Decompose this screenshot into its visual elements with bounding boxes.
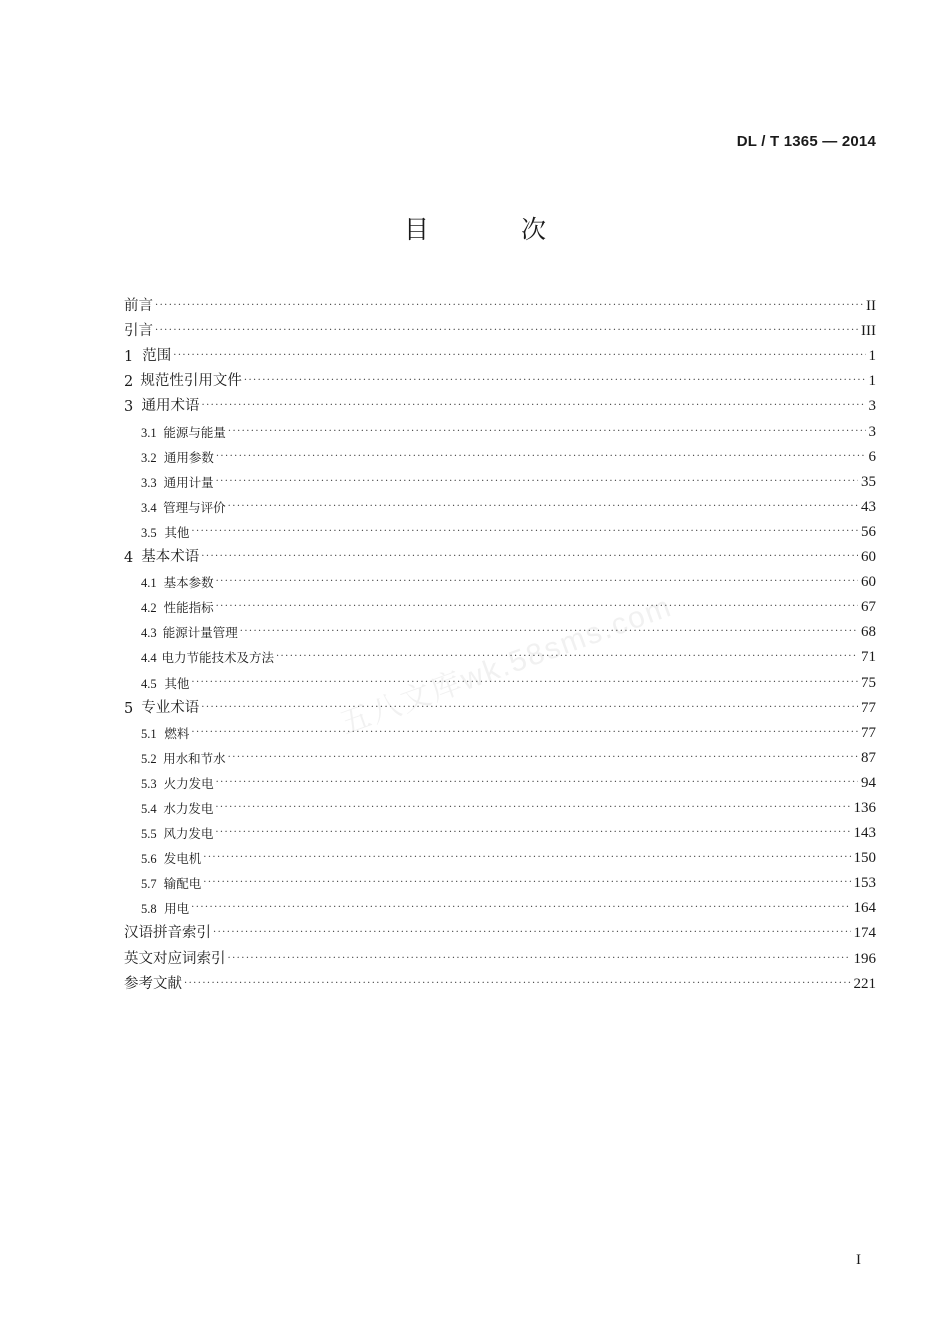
toc-entry-page: 150 bbox=[853, 850, 876, 867]
toc-entry-label: 其他 bbox=[164, 524, 190, 540]
toc-leader-dots bbox=[228, 954, 851, 964]
table-of-contents bbox=[124, 290, 876, 993]
toc-entry-number: 4.4 bbox=[141, 651, 157, 666]
toc-entry-label: 风力发电 bbox=[163, 826, 214, 842]
toc-entry-number: 3 bbox=[124, 399, 134, 416]
toc-entry-label: 通用计量 bbox=[163, 474, 214, 490]
toc-entry[interactable] bbox=[124, 616, 876, 641]
toc-entry-number: 4.2 bbox=[141, 601, 157, 616]
toc-entry[interactable] bbox=[124, 867, 876, 892]
toc-entry-label: 引言 bbox=[124, 323, 153, 340]
toc-entry-label: 通用参数 bbox=[163, 449, 214, 465]
toc-entry[interactable] bbox=[124, 641, 876, 666]
toc-entry[interactable] bbox=[124, 742, 876, 767]
toc-entry[interactable] bbox=[124, 415, 876, 440]
toc-leader-dots bbox=[203, 878, 850, 888]
toc-entry[interactable] bbox=[124, 541, 876, 566]
toc-entry[interactable] bbox=[124, 340, 876, 365]
toc-entry[interactable] bbox=[124, 968, 876, 993]
toc-entry-page: III bbox=[861, 323, 876, 340]
toc-entry-number: 3.5 bbox=[141, 525, 157, 540]
toc-leader-dots bbox=[228, 502, 858, 512]
toc-entry-page: 71 bbox=[861, 649, 876, 666]
toc-leader-dots bbox=[216, 577, 858, 587]
toc-entry-page: 153 bbox=[853, 875, 876, 892]
toc-entry-number: 5.3 bbox=[141, 776, 157, 791]
toc-leader-dots bbox=[216, 477, 858, 487]
toc-entry-number: 5.6 bbox=[141, 852, 157, 867]
toc-entry-number: 3.2 bbox=[141, 450, 157, 465]
toc-leader-dots bbox=[240, 627, 858, 637]
toc-leader-dots bbox=[173, 351, 865, 361]
toc-entry-page: 1 bbox=[868, 373, 876, 390]
toc-entry[interactable] bbox=[124, 892, 876, 917]
toc-leader-dots bbox=[215, 803, 850, 813]
toc-leader-dots bbox=[201, 552, 858, 562]
toc-entry-number: 2 bbox=[124, 374, 134, 391]
footer-page-number: I bbox=[856, 1252, 861, 1268]
toc-entry-label: 基本参数 bbox=[163, 575, 214, 591]
toc-entry-page: 94 bbox=[861, 774, 876, 791]
toc-entry[interactable] bbox=[124, 817, 876, 842]
toc-entry-number: 1 bbox=[124, 349, 134, 366]
toc-leader-dots bbox=[213, 928, 851, 938]
toc-entry-number: 5.2 bbox=[141, 751, 157, 766]
toc-entry[interactable] bbox=[124, 390, 876, 415]
toc-entry-page: 143 bbox=[853, 825, 876, 842]
toc-entry[interactable] bbox=[124, 566, 876, 591]
toc-entry-label: 前言 bbox=[124, 298, 153, 315]
toc-entry-number: 3.1 bbox=[141, 425, 157, 440]
toc-entry[interactable] bbox=[124, 692, 876, 717]
toc-entry-page: 56 bbox=[861, 523, 876, 540]
toc-entry-label: 能源计量管理 bbox=[162, 625, 238, 641]
toc-entry-label: 参考文献 bbox=[124, 975, 182, 992]
toc-entry-label: 汉语拼音索引 bbox=[124, 925, 211, 942]
toc-leader-dots bbox=[155, 301, 863, 311]
toc-entry-label: 发电机 bbox=[163, 851, 202, 867]
toc-entry-page: 196 bbox=[853, 950, 876, 967]
toc-entry-number: 5.1 bbox=[141, 726, 157, 741]
toc-leader-dots bbox=[228, 427, 866, 437]
toc-entry[interactable] bbox=[124, 917, 876, 942]
toc-entry-label: 通用术语 bbox=[141, 398, 200, 415]
standard-code: DL / T 1365 — 2014 bbox=[736, 133, 876, 150]
toc-entry-label: 性能指标 bbox=[163, 600, 214, 616]
toc-leader-dots bbox=[191, 903, 850, 913]
toc-entry[interactable] bbox=[124, 290, 876, 315]
toc-entry-page: 221 bbox=[853, 975, 876, 992]
toc-leader-dots bbox=[216, 778, 858, 788]
toc-entry-number: 4.5 bbox=[141, 676, 157, 691]
toc-leader-dots bbox=[228, 753, 858, 763]
toc-leader-dots bbox=[184, 979, 851, 989]
toc-leader-dots bbox=[203, 853, 850, 863]
toc-entry-number: 5 bbox=[124, 700, 134, 717]
toc-entry-page: 75 bbox=[861, 674, 876, 691]
toc-leader-dots bbox=[201, 401, 865, 411]
toc-entry-page: 174 bbox=[853, 925, 876, 942]
toc-entry-label: 基本术语 bbox=[141, 549, 200, 566]
toc-entry-number: 4.1 bbox=[141, 576, 157, 591]
toc-entry-label: 火力发电 bbox=[163, 775, 214, 791]
toc-entry-label: 水力发电 bbox=[163, 800, 214, 816]
toc-leader-dots bbox=[191, 527, 858, 537]
toc-entry[interactable] bbox=[124, 942, 876, 967]
toc-entry-page: 35 bbox=[861, 473, 876, 490]
toc-entry-page: 3 bbox=[868, 398, 876, 415]
toc-entry-number: 4 bbox=[124, 550, 134, 567]
toc-entry[interactable] bbox=[124, 767, 876, 792]
toc-entry[interactable] bbox=[124, 666, 876, 691]
toc-entry-number: 4.3 bbox=[141, 626, 157, 641]
toc-entry-page: 6 bbox=[868, 448, 876, 465]
toc-entry-label: 专业术语 bbox=[141, 699, 200, 716]
toc-leader-dots bbox=[215, 828, 850, 838]
toc-entry-page: 43 bbox=[861, 498, 876, 515]
toc-entry[interactable] bbox=[124, 365, 876, 390]
toc-entry[interactable] bbox=[124, 441, 876, 466]
toc-entry[interactable] bbox=[124, 717, 876, 742]
watermark: 五八文库wk.58sms.com bbox=[336, 589, 677, 741]
toc-leader-dots bbox=[216, 452, 866, 462]
toc-entry-label: 范围 bbox=[142, 348, 172, 365]
toc-leader-dots bbox=[216, 602, 858, 612]
toc-entry-page: 77 bbox=[861, 724, 876, 741]
toc-entry-label: 规范性引用文件 bbox=[140, 373, 242, 390]
toc-entry-label: 输配电 bbox=[163, 876, 202, 892]
toc-entry-page: 60 bbox=[861, 549, 876, 566]
toc-entry-number: 5.5 bbox=[141, 827, 157, 842]
toc-entry-page: 164 bbox=[853, 900, 876, 917]
toc-entry-page: 77 bbox=[861, 699, 876, 716]
toc-entry-number: 5.4 bbox=[141, 801, 157, 816]
toc-entry[interactable] bbox=[124, 491, 876, 516]
toc-entry-page: 68 bbox=[861, 624, 876, 641]
toc-entry-page: 60 bbox=[861, 574, 876, 591]
toc-entry-number: 5.7 bbox=[141, 877, 157, 892]
toc-leader-dots bbox=[244, 376, 866, 386]
toc-entry[interactable] bbox=[124, 792, 876, 817]
toc-leader-dots bbox=[276, 652, 858, 662]
toc-entry-number: 5.8 bbox=[141, 902, 157, 917]
toc-leader-dots bbox=[191, 678, 858, 688]
toc-entry-label: 用电 bbox=[164, 901, 190, 917]
toc-leader-dots bbox=[155, 326, 858, 336]
toc-entry-label: 英文对应词索引 bbox=[124, 950, 226, 967]
toc-entry-label: 能源与能量 bbox=[163, 424, 226, 440]
toc-entry-page: 1 bbox=[868, 348, 876, 365]
toc-entry[interactable] bbox=[124, 591, 876, 616]
toc-entry-number: 3.3 bbox=[141, 475, 157, 490]
toc-leader-dots bbox=[191, 728, 858, 738]
toc-entry-number: 3.4 bbox=[141, 500, 157, 515]
toc-entry[interactable] bbox=[124, 466, 876, 491]
toc-entry[interactable] bbox=[124, 842, 876, 867]
toc-entry-label: 燃料 bbox=[164, 725, 190, 741]
toc-leader-dots bbox=[201, 703, 858, 713]
toc-entry-label: 电力节能技术及方法 bbox=[161, 650, 274, 666]
toc-entry-label: 管理与评价 bbox=[163, 499, 226, 515]
toc-entry[interactable] bbox=[124, 516, 876, 541]
toc-entry-label: 用水和节水 bbox=[163, 750, 226, 766]
toc-entry-page: II bbox=[866, 298, 876, 315]
toc-entry-page: 3 bbox=[868, 423, 876, 440]
toc-entry-page: 87 bbox=[861, 749, 876, 766]
toc-entry[interactable] bbox=[124, 315, 876, 340]
toc-entry-page: 67 bbox=[861, 599, 876, 616]
toc-entry-label: 其他 bbox=[164, 675, 190, 691]
toc-entry-page: 136 bbox=[853, 799, 876, 816]
page-title: 目 次 bbox=[404, 215, 588, 244]
